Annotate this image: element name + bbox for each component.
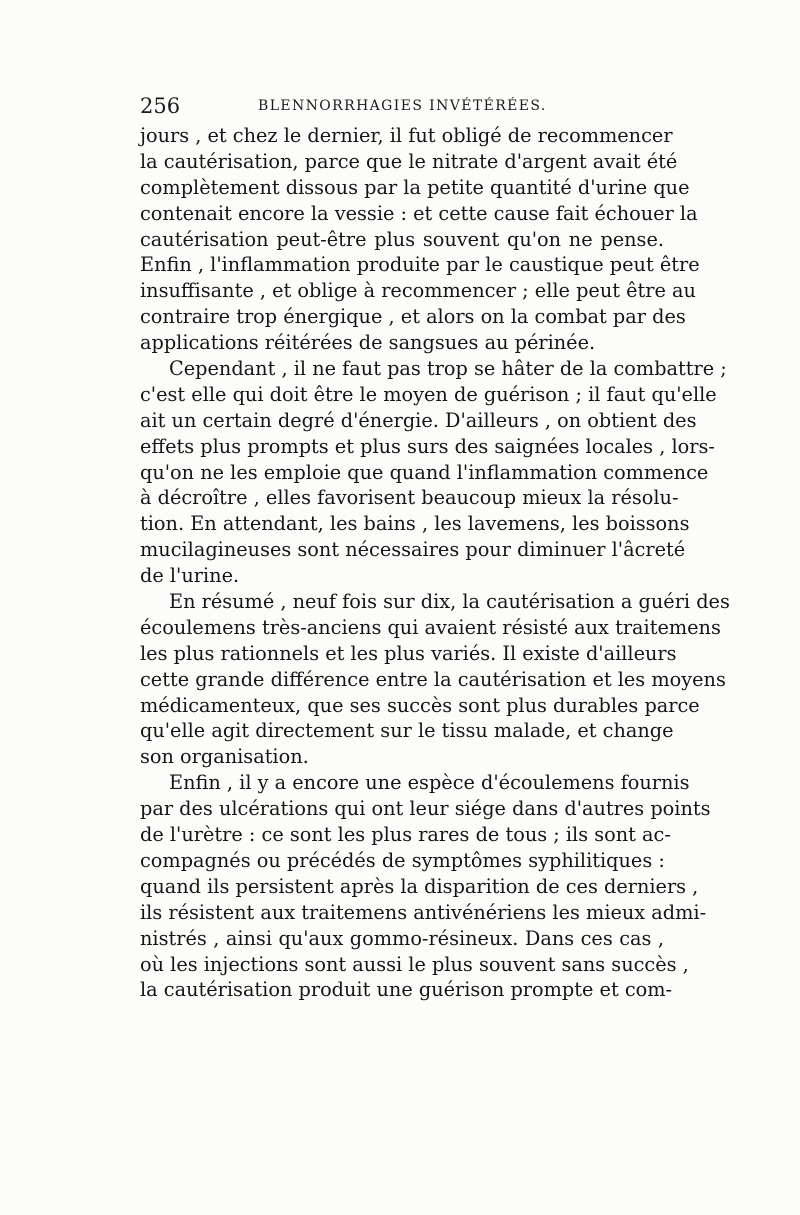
text-line: de l'urètre : ce sont les plus rares de tous ; ils sont ac- [140, 823, 671, 847]
running-title: BLENNORRHAGIES INVÉTÉRÉES. [258, 98, 547, 114]
text-line: jours , et chez le dernier, il fut obligé de recommencer [140, 124, 673, 147]
text-line: médicamenteux, que ses succès sont plus durables parce [140, 693, 700, 717]
text-line: les plus rationnels et les plus variés. Il existe d'ailleurs [140, 641, 677, 665]
text-line: écoulemens très-anciens qui avaient résisté aux traitemens [140, 615, 721, 639]
text-line: applications réitérées de sangsues au périnée. [140, 331, 596, 355]
text-line: compagnés ou précédés de symptômes syphilitiques : [140, 848, 665, 872]
text-line: complètement dissous par la petite quantité d'urine que [140, 175, 690, 199]
text-line: contraire trop énergique , et alors on la combat par des [140, 305, 686, 329]
text-line: qu'elle agit directement sur le tissu malade, et change [140, 719, 674, 743]
text-line: Enfin , l'inflammation produite par le caustique peut être [140, 253, 700, 277]
page-number: 256 [140, 94, 181, 118]
text-line: qu'on ne les emploie que quand l'inflammation commence [140, 460, 709, 484]
text-line: la cautérisation, parce que le nitrate d'argent avait été [140, 149, 678, 173]
text-line: à décroître , elles favorisent beaucoup mieux la résolu- [140, 486, 679, 510]
body-text [140, 123, 730, 1003]
text-line: quand ils persistent après la disparition de ces derniers , [140, 874, 699, 898]
text-line: contenait encore la vessie : et cette cause fait échouer la [140, 201, 698, 225]
text-line: ait un certain degré d'énergie. D'ailleurs , on obtient des [140, 408, 697, 432]
text-line: par des ulcérations qui ont leur siége dans d'autres points [140, 797, 711, 821]
paragraph-first-line: Enfin , il y a encore une espèce d'écoulemens fournis [169, 771, 690, 795]
text-line: ils résistent aux traitemens antivénériens les mieux admi- [140, 900, 707, 924]
page-header [140, 94, 670, 120]
text-line: de l'urine. [140, 564, 240, 588]
text-line: c'est elle qui doit être le moyen de guérison ; il faut qu'elle [140, 382, 717, 406]
paragraph-first-line: En résumé , neuf fois sur dix, la cautérisation a guéri des [169, 590, 730, 614]
text-line: insuffisante , et oblige à recommencer ; elle peut être au [140, 279, 696, 303]
paragraph-first-line: Cependant , il ne faut pas trop se hâter de la combattre ; [169, 357, 727, 381]
text-line: son organisation. [140, 745, 309, 769]
text-line: cautérisation peut-être plus souvent qu'on ne pense. [140, 227, 664, 251]
text-line: mucilagineuses sont nécessaires pour diminuer l'âcreté [140, 538, 686, 562]
text-line: où les injections sont aussi le plus souvent sans succès , [140, 952, 689, 976]
text-line: tion. En attendant, les bains , les lavemens, les boissons [140, 512, 690, 536]
text-line: la cautérisation produit une guérison prompte et com- [140, 978, 673, 1002]
text-line: cette grande différence entre la cautérisation et les moyens [140, 667, 726, 691]
text-line: effets plus prompts et plus surs des saignées locales , lors- [140, 434, 715, 458]
text-line: nistrés , ainsi qu'aux gommo-résineux. Dans ces cas , [140, 926, 664, 950]
